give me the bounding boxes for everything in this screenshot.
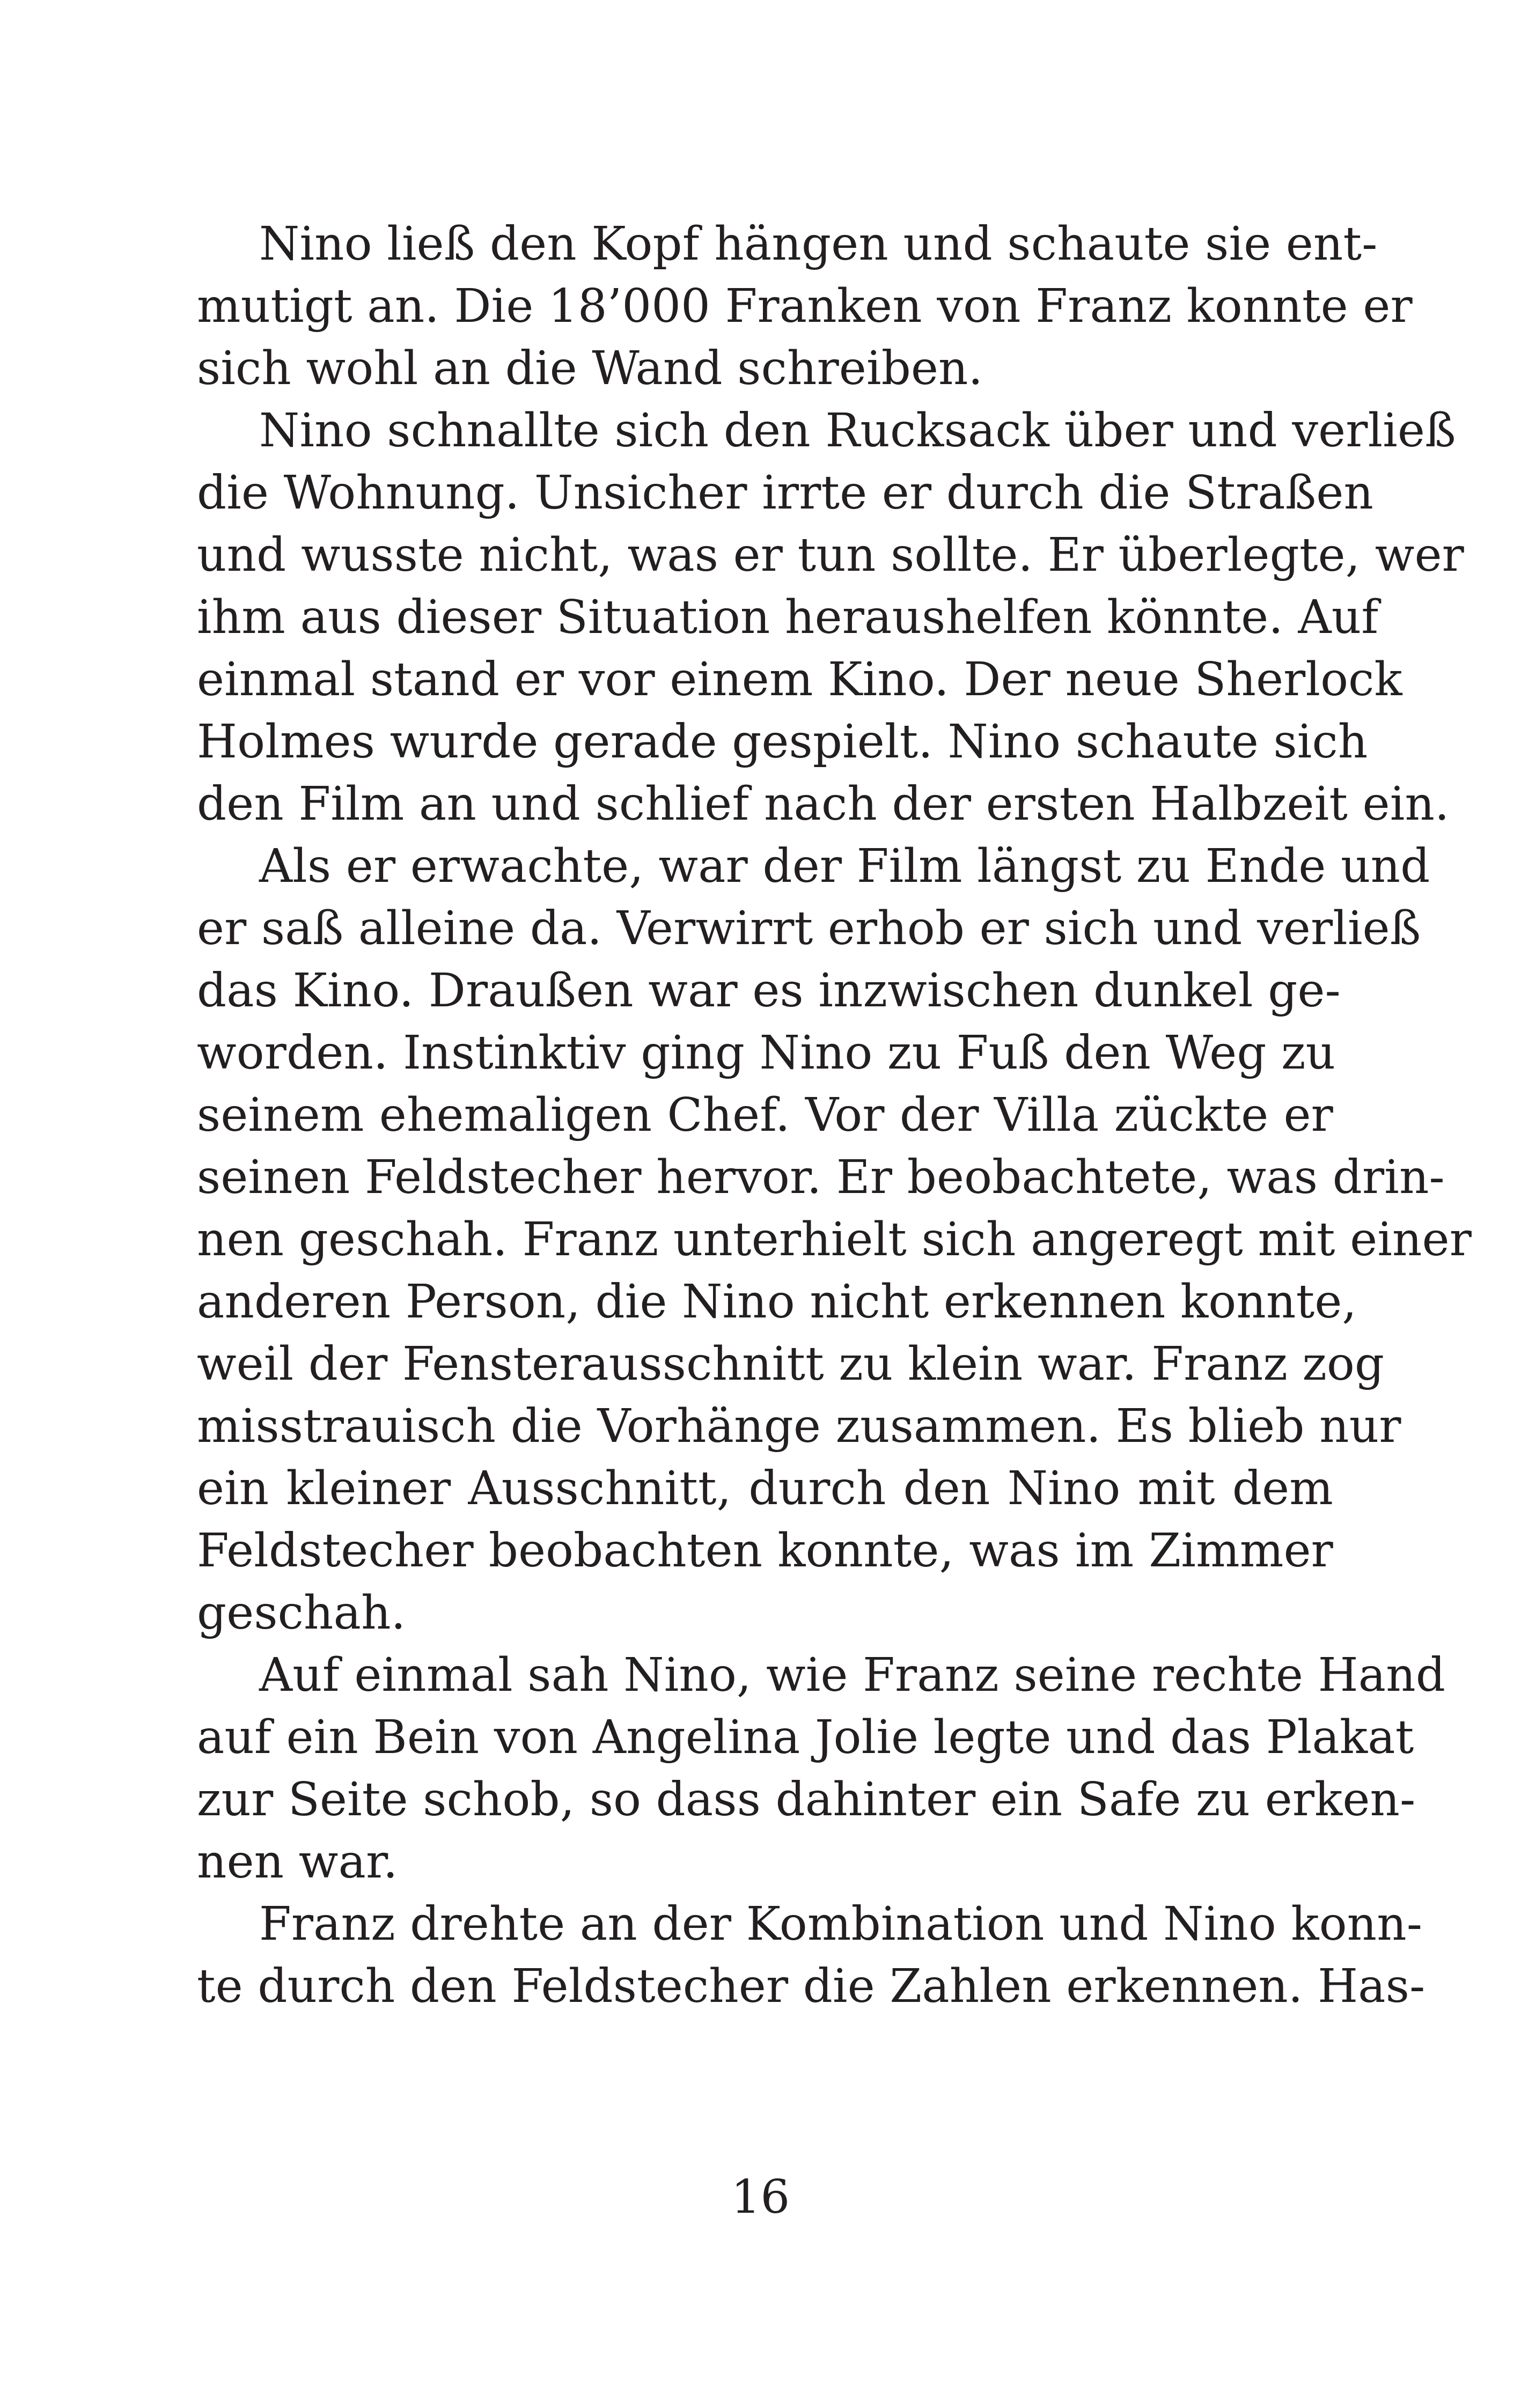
text-line: Nino schnallte sich den Rucksack über und verließ [259, 404, 1456, 458]
text-line: Als er erwachte, war der Film längst zu Ende und [259, 840, 1430, 893]
text-line: seinen Feldstecher hervor. Er beobachtete, was drin- [197, 1151, 1445, 1204]
text-line: worden. Instinktiv ging Nino zu Fuß den Weg zu [197, 1026, 1336, 1080]
text-line: nen geschah. Franz unterhielt sich angeregt mit einer [197, 1213, 1472, 1266]
text-line: misstrauisch die Vorhänge zusammen. Es blieb nur [197, 1400, 1401, 1453]
text-line: Nino ließ den Kopf hängen und schaute sie ent- [259, 217, 1378, 271]
page-number: 16 [731, 2170, 790, 2224]
text-line: nen war. [197, 1835, 398, 1889]
body-text [197, 213, 1472, 2017]
text-line: seinem ehemaligen Chef. Vor der Villa zückte er [197, 1088, 1333, 1142]
text-line: ein kleiner Ausschnitt, durch den Nino mit dem [197, 1462, 1333, 1515]
text-line: weil der Fensterausschnitt zu klein war. Franz zog [197, 1337, 1385, 1391]
text-line: er saß alleine da. Verwirrt erhob er sich und verließ [197, 902, 1421, 955]
text-line: Feldstecher beobachten konnte, was im Zimmer [197, 1524, 1333, 1578]
text-line: te durch den Feldstecher die Zahlen erkennen. Has- [197, 1960, 1426, 2013]
text-line: Franz drehte an der Kombination und Nino konn- [259, 1897, 1423, 1951]
text-line: zur Seite schob, so dass dahinter ein Safe zu erken- [197, 1773, 1416, 1827]
text-line: anderen Person, die Nino nicht erkennen konnte, [197, 1275, 1357, 1329]
text-line: das Kino. Draußen war es inzwischen dunkel ge- [197, 964, 1341, 1018]
text-line: die Wohnung. Unsicher irrte er durch die Straßen [197, 466, 1374, 520]
text-line: Holmes wurde gerade gespielt. Nino schaute sich [197, 715, 1368, 769]
text-line: auf ein Bein von Angelina Jolie legte und das Plakat [197, 1711, 1414, 1764]
text-line: einmal stand er vor einem Kino. Der neue Sherlock [197, 653, 1402, 706]
text-line: und wusste nicht, was er tun sollte. Er überlegte, wer [197, 528, 1464, 582]
text-line: geschah. [197, 1586, 406, 1640]
text-line: Auf einmal sah Nino, wie Franz seine rechte Hand [259, 1648, 1446, 1702]
text-line: ihm aus dieser Situation heraushelfen könnte. Auf [197, 591, 1379, 644]
text-line: den Film an und schlief nach der ersten Halbzeit ein. [197, 777, 1450, 831]
text-line: sich wohl an die Wand schreiben. [197, 342, 983, 395]
text-line: mutigt an. Die 18’000 Franken von Franz konnte er [197, 279, 1413, 333]
